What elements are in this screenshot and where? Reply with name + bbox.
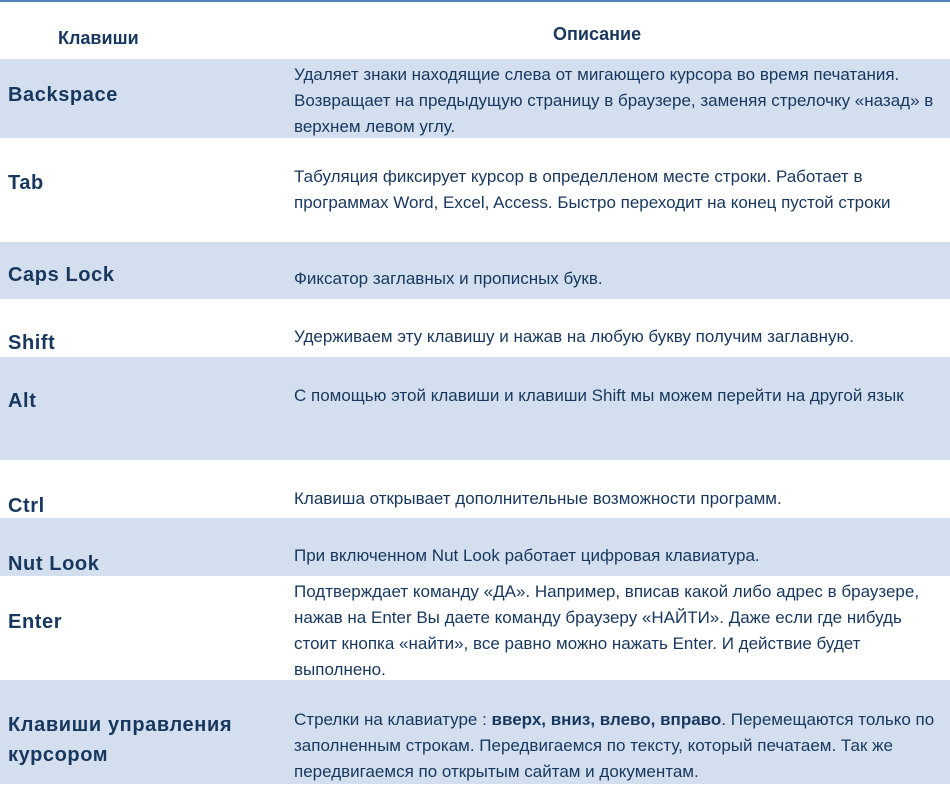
table-row-cursor-keys xyxy=(0,680,950,784)
table-row-caps-lock xyxy=(0,242,950,299)
key-name: Ctrl xyxy=(8,495,45,517)
table-row-tab xyxy=(0,138,950,242)
key-description: С помощью этой клавиши и клавиши Shift мы можем перейти на другой язык xyxy=(294,386,904,405)
description-suffix: . Перемещаются только по заполненным строкам. Передвигаемся по тексту, который печатаем. Так же передвигаемся по открытым сайтам и документам. xyxy=(294,710,935,781)
key-name: Shift xyxy=(8,332,56,354)
table-row-shift xyxy=(0,299,950,357)
arrow-directions-bold: вверх, вниз, влево, вправо xyxy=(491,710,722,729)
key-description: Подтверждает команду «ДА». Например, вписав какой либо адрес в браузере, нажав на Enter Вы даете команду браузеру «НАЙТИ». Даже если где нибудь стоит кнопка «найти», все равно можно нажать Enter. И действие будет выполнено. xyxy=(294,582,920,679)
key-name: Alt xyxy=(8,390,37,412)
table-row-enter xyxy=(0,576,950,680)
key-description: Клавиша открывает дополнительные возможности программ. xyxy=(294,489,782,508)
header-description-label: Описание xyxy=(553,24,642,44)
header-keys-label: Клавиши xyxy=(58,28,139,48)
key-description: При включенном Nut Look работает цифровая клавиатура. xyxy=(294,546,760,565)
key-description xyxy=(294,707,946,785)
key-name: Tab xyxy=(8,172,44,194)
key-name: Enter xyxy=(8,611,63,633)
key-description: Удаляет знаки находящие слева от мигающего курсора во время печатания. Возвращает на предыдущую страницу в браузере, заменяя стрелочку «назад» в верхнем левом углу. xyxy=(294,65,934,136)
table-row-nut-look xyxy=(0,518,950,576)
table-header-row xyxy=(0,2,950,59)
description-prefix: Стрелки на клавиатуре : xyxy=(294,710,492,729)
key-name: Backspace xyxy=(8,84,118,106)
key-description: Удерживаем эту клавишу и нажав на любую букву получим заглавную. xyxy=(294,327,854,346)
table-row-alt xyxy=(0,357,950,460)
table-row-ctrl xyxy=(0,460,950,518)
key-description: Фиксатор заглавных и прописных букв. xyxy=(294,269,603,288)
key-name: Клавиши управления курсором xyxy=(8,714,233,766)
key-name: Caps Lock xyxy=(8,264,115,286)
key-name: Nut Look xyxy=(8,553,100,575)
table-row-backspace xyxy=(0,59,950,138)
key-description: Табуляция фиксирует курсор в определленом месте строки. Работает в программах Word, Excel, Access. Быстро переходит на конец пустой строки xyxy=(294,167,891,212)
